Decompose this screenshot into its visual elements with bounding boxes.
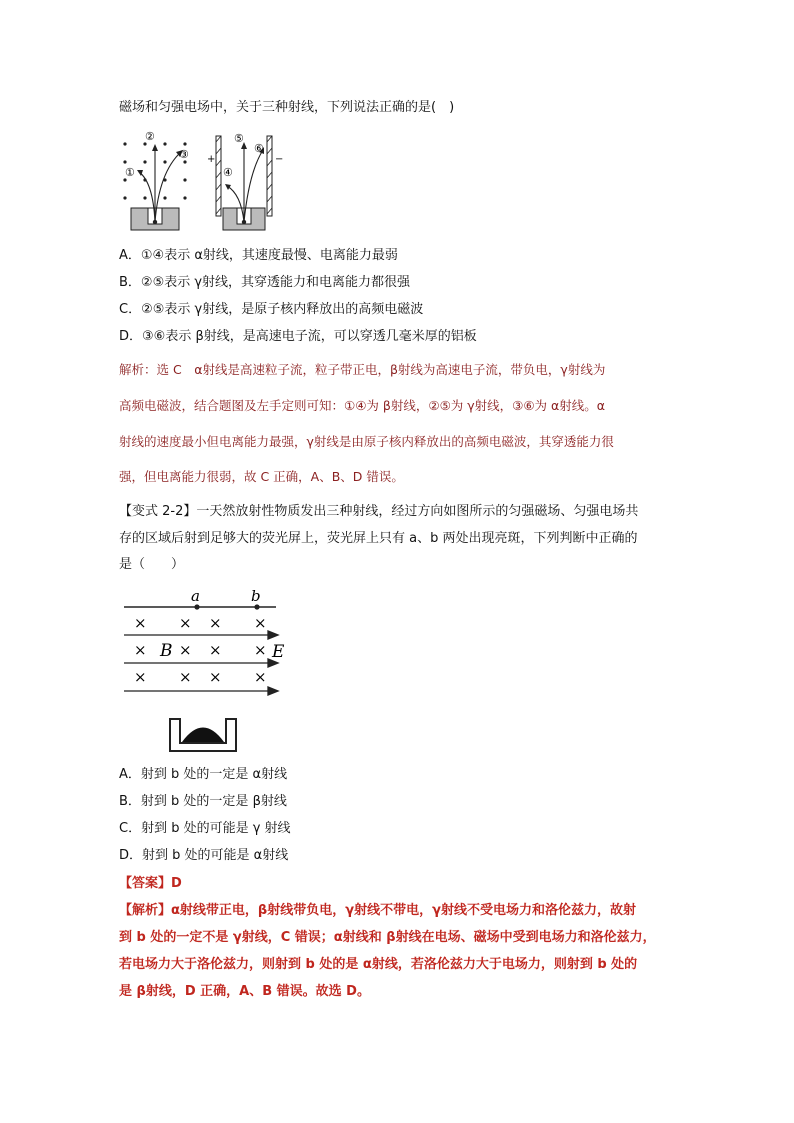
svg-text:×: × [134,668,147,686]
svg-text:×: × [134,641,147,659]
crossed-field-figure [120,585,300,755]
label-1: ① [125,166,135,179]
radioactive-source-container [170,719,236,751]
label-2: ② [145,130,155,143]
svg-text:×: × [254,614,267,632]
point-a [194,604,199,609]
q1-solution-line-4: 强，但电离能力很弱，故 C 正确，A、B、D 错误。 [119,469,404,484]
label-3: ③ [179,148,189,161]
svg-text:×: × [209,668,222,686]
label-B: B [160,641,173,661]
svg-text:×: × [179,614,192,632]
right-plate [267,136,272,216]
svg-text:×: × [209,641,222,659]
q1-solution-line-2: 高频电磁波，结合题图及左手定则可知：①④为 β射线，②⑤为 γ射线，③⑥为 α射线。α [119,398,606,413]
radiation-field-figure [115,122,285,232]
svg-text:×: × [179,641,192,659]
q2-answer: 【答案】D [119,876,182,891]
q1-solution-line-1: 解析：选 C α射线是高速粒子流，粒子带正电，β射线为高速电子流，带负电，γ射线为 [119,362,606,377]
svg-text:×: × [179,668,192,686]
label-4: ④ [223,166,233,179]
label-E: E [272,642,285,662]
q2-analysis-line-2: 到 b 处的一定不是 γ射线，C 错误；α射线和 β射线在电场、磁场中受到电场力和洛伦兹力， [119,930,656,945]
label-b: b [251,587,261,605]
plus-sign: + [207,154,216,165]
q2-stem-line-1: 【变式 2-2】一天然放射性物质发出三种射线，经过方向如图所示的匀强磁场、匀强电场共 [119,504,639,519]
left-plate [216,136,221,216]
q2-option-a: A．射到 b 处的一定是 α射线 [119,767,288,782]
svg-text:×: × [254,668,267,686]
q2-option-d: D．射到 b 处的可能是 α射线 [119,848,289,863]
minus-sign: − [275,154,284,165]
point-b [254,604,259,609]
q2-analysis-line-3: 若电场力大于洛伦兹力，则射到 b 处的是 α射线，若洛伦兹力大于电场力，则射到 b 处的 [119,957,638,972]
q1-option-c: C．②⑤表示 γ射线，是原子核内释放出的高频电磁波 [119,302,424,317]
q2-option-b: B．射到 b 处的一定是 β射线 [119,794,287,809]
q2-stem-line-3: 是（ ） [119,557,185,572]
q1-option-a: A．①④表示 α射线，其速度最慢、电离能力最弱 [119,248,398,263]
label-a: a [191,587,200,605]
label-5: ⑤ [234,132,244,145]
q1-option-d: D．③⑥表示 β射线，是高速电子流，可以穿透几毫米厚的铝板 [119,329,477,344]
question-1-stem: 磁场和匀强电场中，关于三种射线，下列说法正确的是( ) [119,100,455,115]
q2-analysis-line-1: 【解析】α射线带正电，β射线带负电，γ射线不带电，γ射线不受电场力和洛伦兹力，故射 [119,903,636,918]
q1-option-b: B．②⑤表示 γ射线，其穿透能力和电离能力都很强 [119,275,411,290]
q1-solution-line-3: 射线的速度最小但电离能力最强，γ射线是由原子核内释放出的高频电磁波，其穿透能力很 [119,434,614,449]
svg-text:×: × [134,614,147,632]
q2-option-c: C．射到 b 处的可能是 γ 射线 [119,821,291,836]
q2-analysis-line-4: 是 β射线，D 正确，A、B 错误。故选 D。 [119,984,370,999]
q2-stem-line-2: 存的区域后射到足够大的荧光屏上，荧光屏上只有 a、b 两处出现亮斑，下列判断中正确的 [119,531,638,546]
magnetic-field-crosses [134,614,267,686]
label-6: ⑥ [254,142,264,155]
svg-text:×: × [254,641,267,659]
svg-text:×: × [209,614,222,632]
